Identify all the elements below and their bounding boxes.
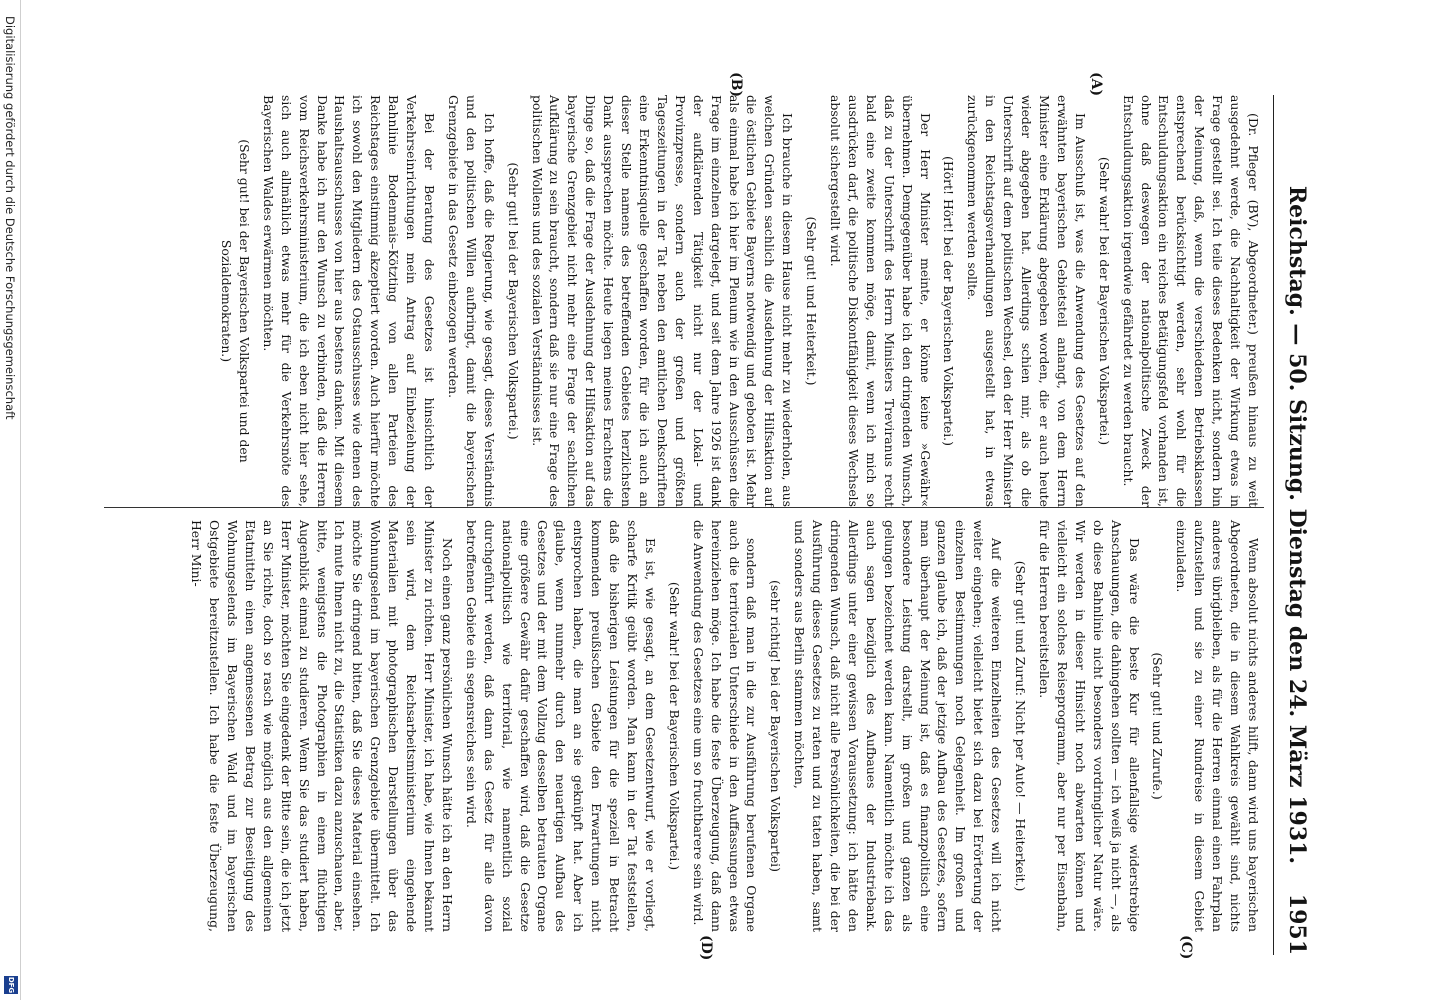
interjection: (Sehr gut! bei der Bayerischen Volkspartei und den Sozialdemokraten.) <box>219 139 252 463</box>
interjection: (Sehr gut! und Zuruf: Nicht per Auto! — Heiterkeit.) <box>1013 560 1029 892</box>
interjection: (Sehr wahr! bei der Bayerischen Volkspartei.) <box>1096 156 1112 446</box>
interjection: (Sehr gut! und Zurufe.) <box>1150 652 1166 800</box>
margin-mark-c: (C) <box>1178 935 1194 960</box>
paragraph: (Dr. Pfleger (BV), Abgeordneter.) preußen hinaus zu weit ausgedehnt werde, die Nachhaltigkeit der Wirkung etwas in Frage gestellt sei. Ich teile dieses Bedenken nicht, sondern bin der Meinung, daß, wenn die verschiedenen Betriebsklassen entsprechend berücksichtigt werden, sehr wohl für die Entschuldungsaktion ein reiches Betätigungsfeld vorhanden ist, ohne daß deswegen der nationalpolitische Zweck der Entschuldungsaktion irgendwie gefährdet zu werden braucht. <box>1120 95 1261 507</box>
text-column-right <box>112 520 1262 932</box>
text-column-left <box>112 95 1262 507</box>
paragraph: Ich brauche in diesem Hause nicht mehr zu wiederholen, aus welchen Gründen sachlich die Ausdehnung der Hilfsaktion auf die östlichen Gebiete Bayerns notwendig und geboten ist. Mehr als einmal habe ich hier im Plenum wie in den Ausschüssen die Frage im einzelnen dargelegt, und seit dem Jahre 1926 ist dank der aufklärenden Tätigkeit nicht nur der Lokal- und Provinzpresse, sondern auch der großen und größten Tageszeitungen in der Tat neben den amtlichen Denkschriften eine Erkenntnisquelle geschaffen worden, für die ich auch an dieser Stelle namens des betreffenden Gebietes herzlichsten Dank aussprechen möchte. Heute liegen meines Erachtens die Dinge so, daß die Frage der Ausdehnung der Hilfsaktion auf das bayerische Grenzgebiet nicht mehr eine Frage der sachlichen Aufklärung zu sein braucht, sondern daß sie nur eine Frage des politischen Wollens und des sozialen Verständnisses ist. <box>529 95 796 507</box>
paragraph: Im Ausschuß ist, was die Anwendung des Gesetzes auf den erwähnten bayerischen Gebietsteil anlangt, von dem Herrn Minister eine Erklärung abgegeben worden, die er auch heute wieder abgegeben hat. Allerdings schien mir, als ob die Unterschrift auf dem politischen Wechsel, den der Herr Minister in den Reichstagsverhandlungen ausgestellt hat, in etwas zurückgenommen werden sollte. <box>965 95 1088 507</box>
footer-credit: Digitalisierung gefördert durch die Deutsche Forschungsgemeinschaft <box>3 16 17 420</box>
paragraph: sondern daß man in die zur Ausführung berufenen Organe auch die territorialen Unterschiede in den Auffassungen etwas hereinziehen möge. Ich habe die feste Überzeugung, daß dann die Anwendung des Gesetzes eine um so fruchtbarere sein wird. <box>690 520 760 932</box>
paragraph: Der Herr Minister meinte, er könne keine »Gewähr« übernehmen. Demgegenüber habe ich den dringenden Wunsch, daß zu der Unterschrift des Herrn Ministers Treviranus recht bald eine zweite kommen möge, damit, wenn ich mich so ausdrücken darf, die politische Diskontfähigkeit dieses Wechsels absolut sichergestellt wird. <box>828 95 933 507</box>
paragraph: Noch einen ganz persönlichen Wunsch hätte ich an den Herrn Minister zu richten. Herr Minister, ich habe, wie Ihnen bekannt sein wird, dem Reichsarbeitsministerium eingehende Materialien mit photographischen Darstellungen über das Wohnungselend im bayerischen Grenzgebiete übermittelt. Ich möchte Sie dringend bitten, daß Sie dieses Material einsehen. Ich mute Ihnen nicht zu, die Statistiken dazu anzuschauen, aber, bitte, wenigstens die Photographien in einem flüchtigen Augenblick einmal zu studieren. Wenn Sie das studiert haben, Herr Minister, möchten Sie eingedenk der Bitte sein, die ich jetzt an Sie richte, doch so rasch wie möglich aus den allgemeinen Etatmitteln einen angemessenen Betrag zur Beseitigung des Wohnungselends im Bayerischen Wald und im bayerischen Ostgebiete bereitzustellen. Ich habe die feste Überzeugung, Herr Mini- <box>189 520 455 932</box>
interjection: (Sehr gut! bei der Bayerischen Volkspartei.) <box>505 162 521 440</box>
column-divider <box>104 507 1264 508</box>
paragraph: Es ist, wie gesagt, an dem Gesetzentwurf, wie er vorliegt, scharfe Kritik geübt worden. Man kann in der Tat feststellen, daß die bisherigen Leistungen für die speziell in Betracht kommenden preußischen Gebiete den Erwartungen nicht entsprochen haben, die man an sie geknüpft hat. Aber ich glaube, wenn nunmehr durch den neuartigen Aufbau des Gesetzes und der mit dem Vollzug desselben betrauten Organe eine größere Gewähr dafür geschaffen wird, daß die Gesetze nationalpolitisch wie territorial, wie namentlich sozial durchgeführt werden, daß dann das Gesetz für alle davon betroffenen Gebiete ein segensreiches sein wird. <box>463 520 658 932</box>
paragraph: Auf die weiteren Einzelheiten des Gesetzes will ich nicht weiter eingehen; vielleicht bietet sich dazu bei Erörterung der einzelnen Bestimmungen noch Gelegenheit. Im großen und ganzen glaube ich, daß der jetzige Aufbau des Gesetzes, sofern man überhaupt der Meinung ist, daß es finanzpolitisch eine besondere Leistung darstellt, im großen und ganzen als gelungen bezeichnet werden kann. Namentlich möchte ich das auch sagen bezüglich des Aufbaues der Industriebank. Allerdings unter einer gewissen Voraussetzung: ich hätte den dringenden Wunsch, daß nicht alle Persönlichkeiten, die bei der Ausführung dieses Gesetzes zu raten und zu taten haben, samt und sonders aus Berlin stammen möchten, <box>792 520 1005 932</box>
paragraph: Ich hoffe, daß die Regierung, wie gesagt, dieses Verständnis und den politischen Willen aufbringt, damit die bayerischen Grenzgebiete in das Gesetz einbezogen werden. <box>445 95 497 507</box>
page-number: 1951 <box>1284 893 1310 955</box>
page-header <box>1273 95 1314 955</box>
margin-mark-a: (A) <box>1088 72 1104 97</box>
dfg-logo-icon: DFG <box>4 976 18 994</box>
interjection: (Sehr wahr! bei der Bayerischen Volkspartei.) <box>666 581 682 871</box>
paragraph: Bei der Beratung des Gesetzes ist hinsichtlich der Verkehrseinrichtungen mein Antrag auf Einbeziehung der Bahnlinie Bodenmais–Kötzting von allen Parteien des Reichstages einstimmig akzeptiert worden. Auch hierfür möchte ich sowohl den Mitgliedern des Ostausschusses wie denen des Haushaltsausschusses von hier aus bestens danken. Mit diesem Danke habe ich nur den Wunsch zu verbinden, daß die Herren vom Reichsverkehrsministerium, die ich eben nicht hier sehe, sich auch allmählich etwas mehr für die Verkehrsnöte des Bayerischen Waldes erwärmen möchten. <box>260 95 438 507</box>
interjection: (Hört! Hört! bei der Bayerischen Volkspartei.) <box>941 156 957 446</box>
margin-mark-b: (B) <box>728 72 744 98</box>
header-title: Reichstag. — 50. Sitzung. Dienstag den 24. März 1931. <box>1284 185 1310 865</box>
digitization-footer <box>0 0 21 1000</box>
paragraph: Wenn absolut nichts anderes hilft, dann wird uns bayerischen Abgeordneten, die in diesem Wahlkreis gewählt sind, nichts anderes übrigbleiben, als für die Herren einmal einen Fahrplan aufzustellen und sie zu einer Rundreise in diesem Gebiet einzuladen. <box>1174 520 1261 932</box>
paragraph: Das wäre die beste Kur für allenfallsige widerstrebige Anschauungen, die dahingehen sollten — ich weiß ja nicht —, als ob diese Bahnlinie nicht besonders vordringlicher Natur wäre. Wir werden in dieser Hinsicht noch abwarten können und vielleicht ein solches Reiseprogramm, aber nur per Eisenbahn, für die Herren bereitstellen. <box>1037 520 1142 932</box>
interjection: (sehr richtig! bei der Bayerischen Volkspartei) <box>768 580 784 872</box>
margin-mark-d: (D) <box>698 935 714 961</box>
interjection: (Sehr gut! und Heiterkeit.) <box>804 216 820 386</box>
